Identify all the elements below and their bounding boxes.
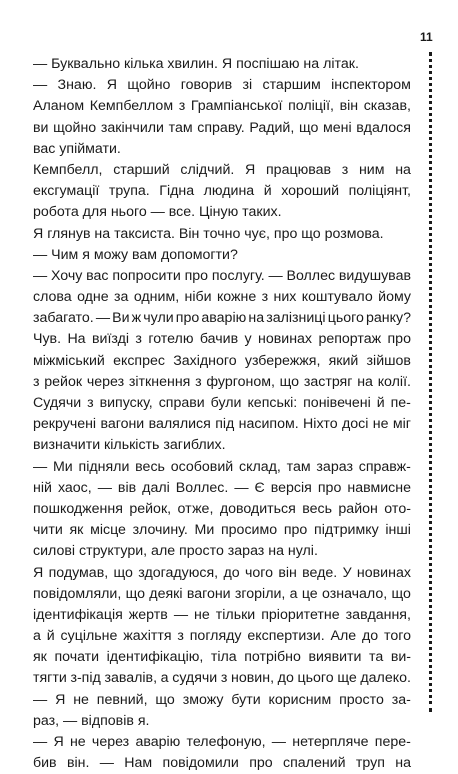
word: на <box>395 755 411 772</box>
text-line <box>33 457 411 478</box>
word: зараз <box>316 458 353 475</box>
word: хороший <box>281 183 340 200</box>
word: Нам <box>124 755 153 772</box>
word: слова <box>33 289 72 306</box>
word: досі <box>341 416 369 433</box>
word: особовий <box>170 458 234 475</box>
word: район <box>338 500 378 517</box>
word: фургоном, <box>206 373 275 390</box>
word: під <box>215 416 235 433</box>
word: пошкодження <box>33 500 123 517</box>
word: зі <box>242 77 253 94</box>
word: старшим <box>262 77 321 94</box>
text-line <box>33 626 411 647</box>
text-line <box>33 266 411 287</box>
word: пріоритетне <box>261 606 340 623</box>
word: кепські: <box>247 395 298 411</box>
word: — <box>95 310 111 327</box>
word: Чув. <box>33 331 62 348</box>
word: судячи <box>172 670 218 687</box>
word: весь <box>302 500 332 517</box>
word: одне <box>77 289 109 306</box>
word: який <box>328 352 359 369</box>
word: вас <box>86 267 109 284</box>
word: а <box>33 628 41 645</box>
word: повідомили <box>162 755 239 772</box>
word: міжміський <box>33 352 105 369</box>
word: — <box>97 479 112 496</box>
word: не <box>372 416 389 433</box>
word: про <box>317 479 342 496</box>
word: там <box>286 458 311 475</box>
word: забагато. <box>33 310 94 327</box>
word: та <box>369 649 384 666</box>
word: місце <box>90 522 126 539</box>
text-line <box>33 732 411 753</box>
word: телефоную, <box>186 734 266 750</box>
text-line <box>33 478 411 499</box>
word: Є <box>254 479 265 496</box>
word: Ми <box>194 522 215 539</box>
word: експертизи. <box>247 628 325 645</box>
word: понівечені <box>303 395 371 411</box>
word: новинах <box>258 331 313 348</box>
word: ще <box>337 670 357 687</box>
word: Ніхто <box>303 416 338 433</box>
word: готелю <box>148 331 194 348</box>
word: жертв <box>128 606 168 623</box>
word: насипом. <box>238 416 299 433</box>
word: за- <box>391 691 411 708</box>
text-line <box>33 605 411 626</box>
word: й <box>376 395 385 411</box>
word: отo- <box>384 500 411 517</box>
word: Судячи <box>33 395 82 411</box>
word: Аланом <box>33 98 85 115</box>
word: це <box>301 585 318 602</box>
word: версія <box>270 479 312 496</box>
word: з <box>178 98 186 115</box>
word: там <box>168 119 193 136</box>
word: аварію <box>201 310 247 327</box>
word: інспектором <box>331 77 411 94</box>
word: Гідна <box>159 183 195 200</box>
word: новин, <box>231 670 275 687</box>
word: згоріли, <box>234 585 286 602</box>
word: зможу <box>182 691 224 708</box>
word: — <box>33 458 48 475</box>
word: сказав, <box>363 98 411 115</box>
text-line <box>33 563 411 584</box>
word: з <box>341 161 349 178</box>
word: корисним <box>268 691 332 708</box>
word: Я <box>106 77 118 94</box>
word: означало, <box>322 585 388 602</box>
word: послугу. <box>211 267 265 284</box>
text-line <box>33 351 411 372</box>
word: закінчили <box>100 119 164 136</box>
text-line <box>33 690 411 711</box>
word: рейок <box>44 373 83 390</box>
word: мені <box>323 119 352 136</box>
word: бачив <box>199 331 239 348</box>
word: них <box>273 289 297 306</box>
word: вагони <box>186 585 231 602</box>
word: слідчий. <box>180 161 235 178</box>
word: Ми <box>52 458 73 475</box>
word: жахіття <box>123 628 172 645</box>
word: кожне <box>216 289 257 306</box>
word: Воллес. <box>175 479 229 496</box>
word: — <box>271 734 286 750</box>
word: зійшов <box>366 352 411 369</box>
word: труп <box>355 755 385 772</box>
word: до <box>362 628 379 645</box>
word: зіткнення <box>128 373 191 390</box>
text-line: — Буквально кілька хвилин. Я поспішаю на літак. <box>33 56 359 72</box>
word: склад, <box>238 458 281 475</box>
word: ви <box>33 119 49 136</box>
word: бути <box>231 691 261 708</box>
word: спалений <box>283 755 346 772</box>
word: через <box>86 373 125 390</box>
word: валялися <box>148 416 211 433</box>
word: пере- <box>374 734 411 750</box>
word: потрібно <box>244 649 301 666</box>
word: справж- <box>358 458 411 475</box>
word: не <box>194 606 210 623</box>
word: виявити <box>308 649 362 666</box>
text-line <box>33 668 411 689</box>
word: далеко. <box>360 670 411 687</box>
word: ексгумації <box>33 183 100 200</box>
word: Радий, <box>249 119 295 136</box>
word: — <box>99 755 114 772</box>
text-line <box>33 393 411 414</box>
word: що <box>155 691 175 708</box>
text-line <box>33 181 411 202</box>
word: з <box>220 670 228 687</box>
word: у <box>244 331 252 348</box>
word: говорив <box>180 77 233 94</box>
word: й <box>46 628 55 645</box>
word: ній <box>33 479 52 496</box>
word: просто <box>339 691 384 708</box>
word: — <box>268 267 283 284</box>
word: чити <box>33 522 63 539</box>
word: завалів, <box>104 670 158 687</box>
word: на <box>357 373 373 390</box>
word: Знаю. <box>57 77 97 94</box>
word: з <box>33 373 40 390</box>
word: отже, <box>177 500 214 517</box>
word: деякі <box>149 585 183 602</box>
word: — <box>33 691 48 708</box>
word: тягти <box>33 670 67 687</box>
word: — <box>234 479 249 496</box>
word: нетерпляче <box>292 734 369 750</box>
text-line <box>33 647 411 668</box>
word: Грампіанської <box>190 98 283 115</box>
word: — <box>33 77 48 94</box>
word: Кемпбеллом <box>89 98 174 115</box>
word: видушував <box>338 267 411 284</box>
word: поліції, <box>288 98 334 115</box>
text-line <box>33 499 411 520</box>
word: здогадуюся, <box>138 564 219 581</box>
word: Ви <box>112 310 130 327</box>
word: тіла <box>210 649 237 666</box>
word: — <box>173 606 188 623</box>
word: ранку? <box>366 310 411 327</box>
word: він <box>278 564 297 581</box>
word: Але <box>330 628 357 645</box>
word: веде. <box>302 564 338 581</box>
margin-dotted-rule <box>429 52 432 712</box>
word: з <box>87 395 94 411</box>
word: Я <box>33 564 44 581</box>
page-number: 11 <box>420 30 433 44</box>
word: завдання, <box>345 606 411 623</box>
word: того <box>384 628 411 645</box>
word: колії. <box>377 373 411 390</box>
word: попросити <box>112 267 181 284</box>
word: хаос, <box>57 479 92 496</box>
word: просимо <box>220 522 278 539</box>
word: не <box>73 691 89 708</box>
word: весь <box>135 458 165 475</box>
word: виїзді <box>91 331 130 348</box>
word: узбережжя, <box>244 352 321 369</box>
word: а <box>160 670 169 687</box>
text-line: Я глянув на таксиста. Він точно чує, про що розмова. <box>33 225 384 242</box>
text-line <box>33 520 411 541</box>
word: з <box>177 628 184 645</box>
word: чого <box>244 564 273 581</box>
word: новинах <box>356 564 411 581</box>
word: залізниці <box>266 310 326 327</box>
word: вдалося <box>356 119 411 136</box>
text-line <box>33 75 411 96</box>
word: що <box>391 585 411 602</box>
word: й <box>263 183 272 200</box>
word: цього <box>297 670 334 687</box>
word: як <box>33 649 47 666</box>
text-line <box>33 753 411 774</box>
word: цього <box>327 310 364 327</box>
word: він. <box>66 755 90 772</box>
word: Хочу <box>50 267 83 284</box>
word: навмисне <box>347 479 411 496</box>
word: одним, <box>133 289 180 306</box>
text-line: силові структури, але просто зараз на нулі. <box>33 543 318 560</box>
text-line <box>33 96 411 117</box>
word: через <box>91 734 130 750</box>
text-line <box>33 372 411 393</box>
word: про <box>387 331 411 348</box>
word: доводиться <box>219 500 296 517</box>
word: з <box>195 373 202 390</box>
word: про <box>283 522 308 539</box>
word: підняли <box>78 458 130 475</box>
text-line <box>33 584 411 605</box>
word: з <box>261 289 269 306</box>
word: вагони <box>100 416 145 433</box>
word: що <box>279 373 300 390</box>
word: що <box>125 585 145 602</box>
word: як <box>69 522 84 539</box>
word: На <box>67 331 86 348</box>
word: злочину. <box>132 522 188 539</box>
word: погляду <box>189 628 242 645</box>
word: справи <box>158 395 205 411</box>
word: про <box>184 267 209 284</box>
word: працював <box>266 161 332 178</box>
word: далі <box>142 479 170 496</box>
word: що <box>298 119 319 136</box>
word: пе- <box>390 395 411 411</box>
word: до <box>277 670 294 687</box>
word: на <box>395 161 411 178</box>
word: повідомляли, <box>33 585 122 602</box>
word: бив <box>33 755 57 772</box>
word: щойно <box>53 119 97 136</box>
word: він <box>339 98 359 115</box>
word: — <box>33 734 48 750</box>
word: застряг <box>303 373 353 390</box>
word: старший <box>113 161 170 178</box>
text-line: робота для нього — все. Ціную таких. <box>33 204 282 221</box>
word: рекручені <box>33 416 97 433</box>
text-line <box>33 118 411 139</box>
word: чули <box>143 310 174 327</box>
word: ним <box>358 161 385 178</box>
word: з-під <box>70 670 101 687</box>
word: ідентифікацію, <box>106 649 204 666</box>
word: ж <box>131 310 142 327</box>
word: рейок, <box>129 500 172 517</box>
text-line <box>33 329 411 350</box>
word: Я <box>53 734 64 750</box>
word: почати <box>54 649 100 666</box>
word: ніби <box>184 289 212 306</box>
word: певний, <box>96 691 148 708</box>
text-line <box>33 160 411 181</box>
text-line: — Чим я можу вам допомогти? <box>33 246 238 263</box>
word: людина <box>203 183 255 200</box>
word: не <box>69 734 86 750</box>
word: йому <box>378 289 411 306</box>
word: випуску, <box>99 395 153 411</box>
word: подумав, <box>48 564 109 581</box>
word: Я <box>55 691 66 708</box>
word: Західного <box>173 352 237 369</box>
word: справу. <box>197 119 245 136</box>
text-line <box>33 287 411 308</box>
word: ви- <box>390 649 411 666</box>
word: за <box>114 289 129 306</box>
word: підтримку <box>314 522 379 539</box>
word: тільки <box>215 606 256 623</box>
word: трупа. <box>108 183 150 200</box>
text-line <box>33 308 411 329</box>
word: Кемпбелл, <box>33 161 103 178</box>
text-line: визначити кількість загиблих. <box>33 437 226 454</box>
word: суцільне <box>60 628 118 645</box>
word: аварію <box>135 734 181 750</box>
word: експрес <box>113 352 165 369</box>
word: коштувало <box>301 289 373 306</box>
word: — <box>33 267 48 284</box>
word: Я <box>245 161 256 178</box>
word: міг <box>392 416 411 433</box>
word: щойно <box>127 77 171 94</box>
word: що <box>113 564 133 581</box>
word: інші <box>385 522 411 539</box>
word: У <box>342 564 352 581</box>
word: до <box>223 564 240 581</box>
word: а <box>289 585 298 602</box>
word: репортаж <box>318 331 382 348</box>
word: Воллес <box>286 267 336 284</box>
body-text <box>33 54 411 774</box>
text-line: вас упіймати. <box>33 140 121 157</box>
text-line: раз, — відповів я. <box>33 712 150 729</box>
word: про <box>249 755 273 772</box>
word: вів <box>117 479 137 496</box>
word: поліціянт, <box>348 183 411 200</box>
word: про <box>175 310 200 327</box>
word: на <box>248 310 265 327</box>
word: були <box>210 395 242 411</box>
text-line <box>33 414 411 435</box>
word: з <box>135 331 142 348</box>
word: ідентифікація <box>33 606 123 623</box>
